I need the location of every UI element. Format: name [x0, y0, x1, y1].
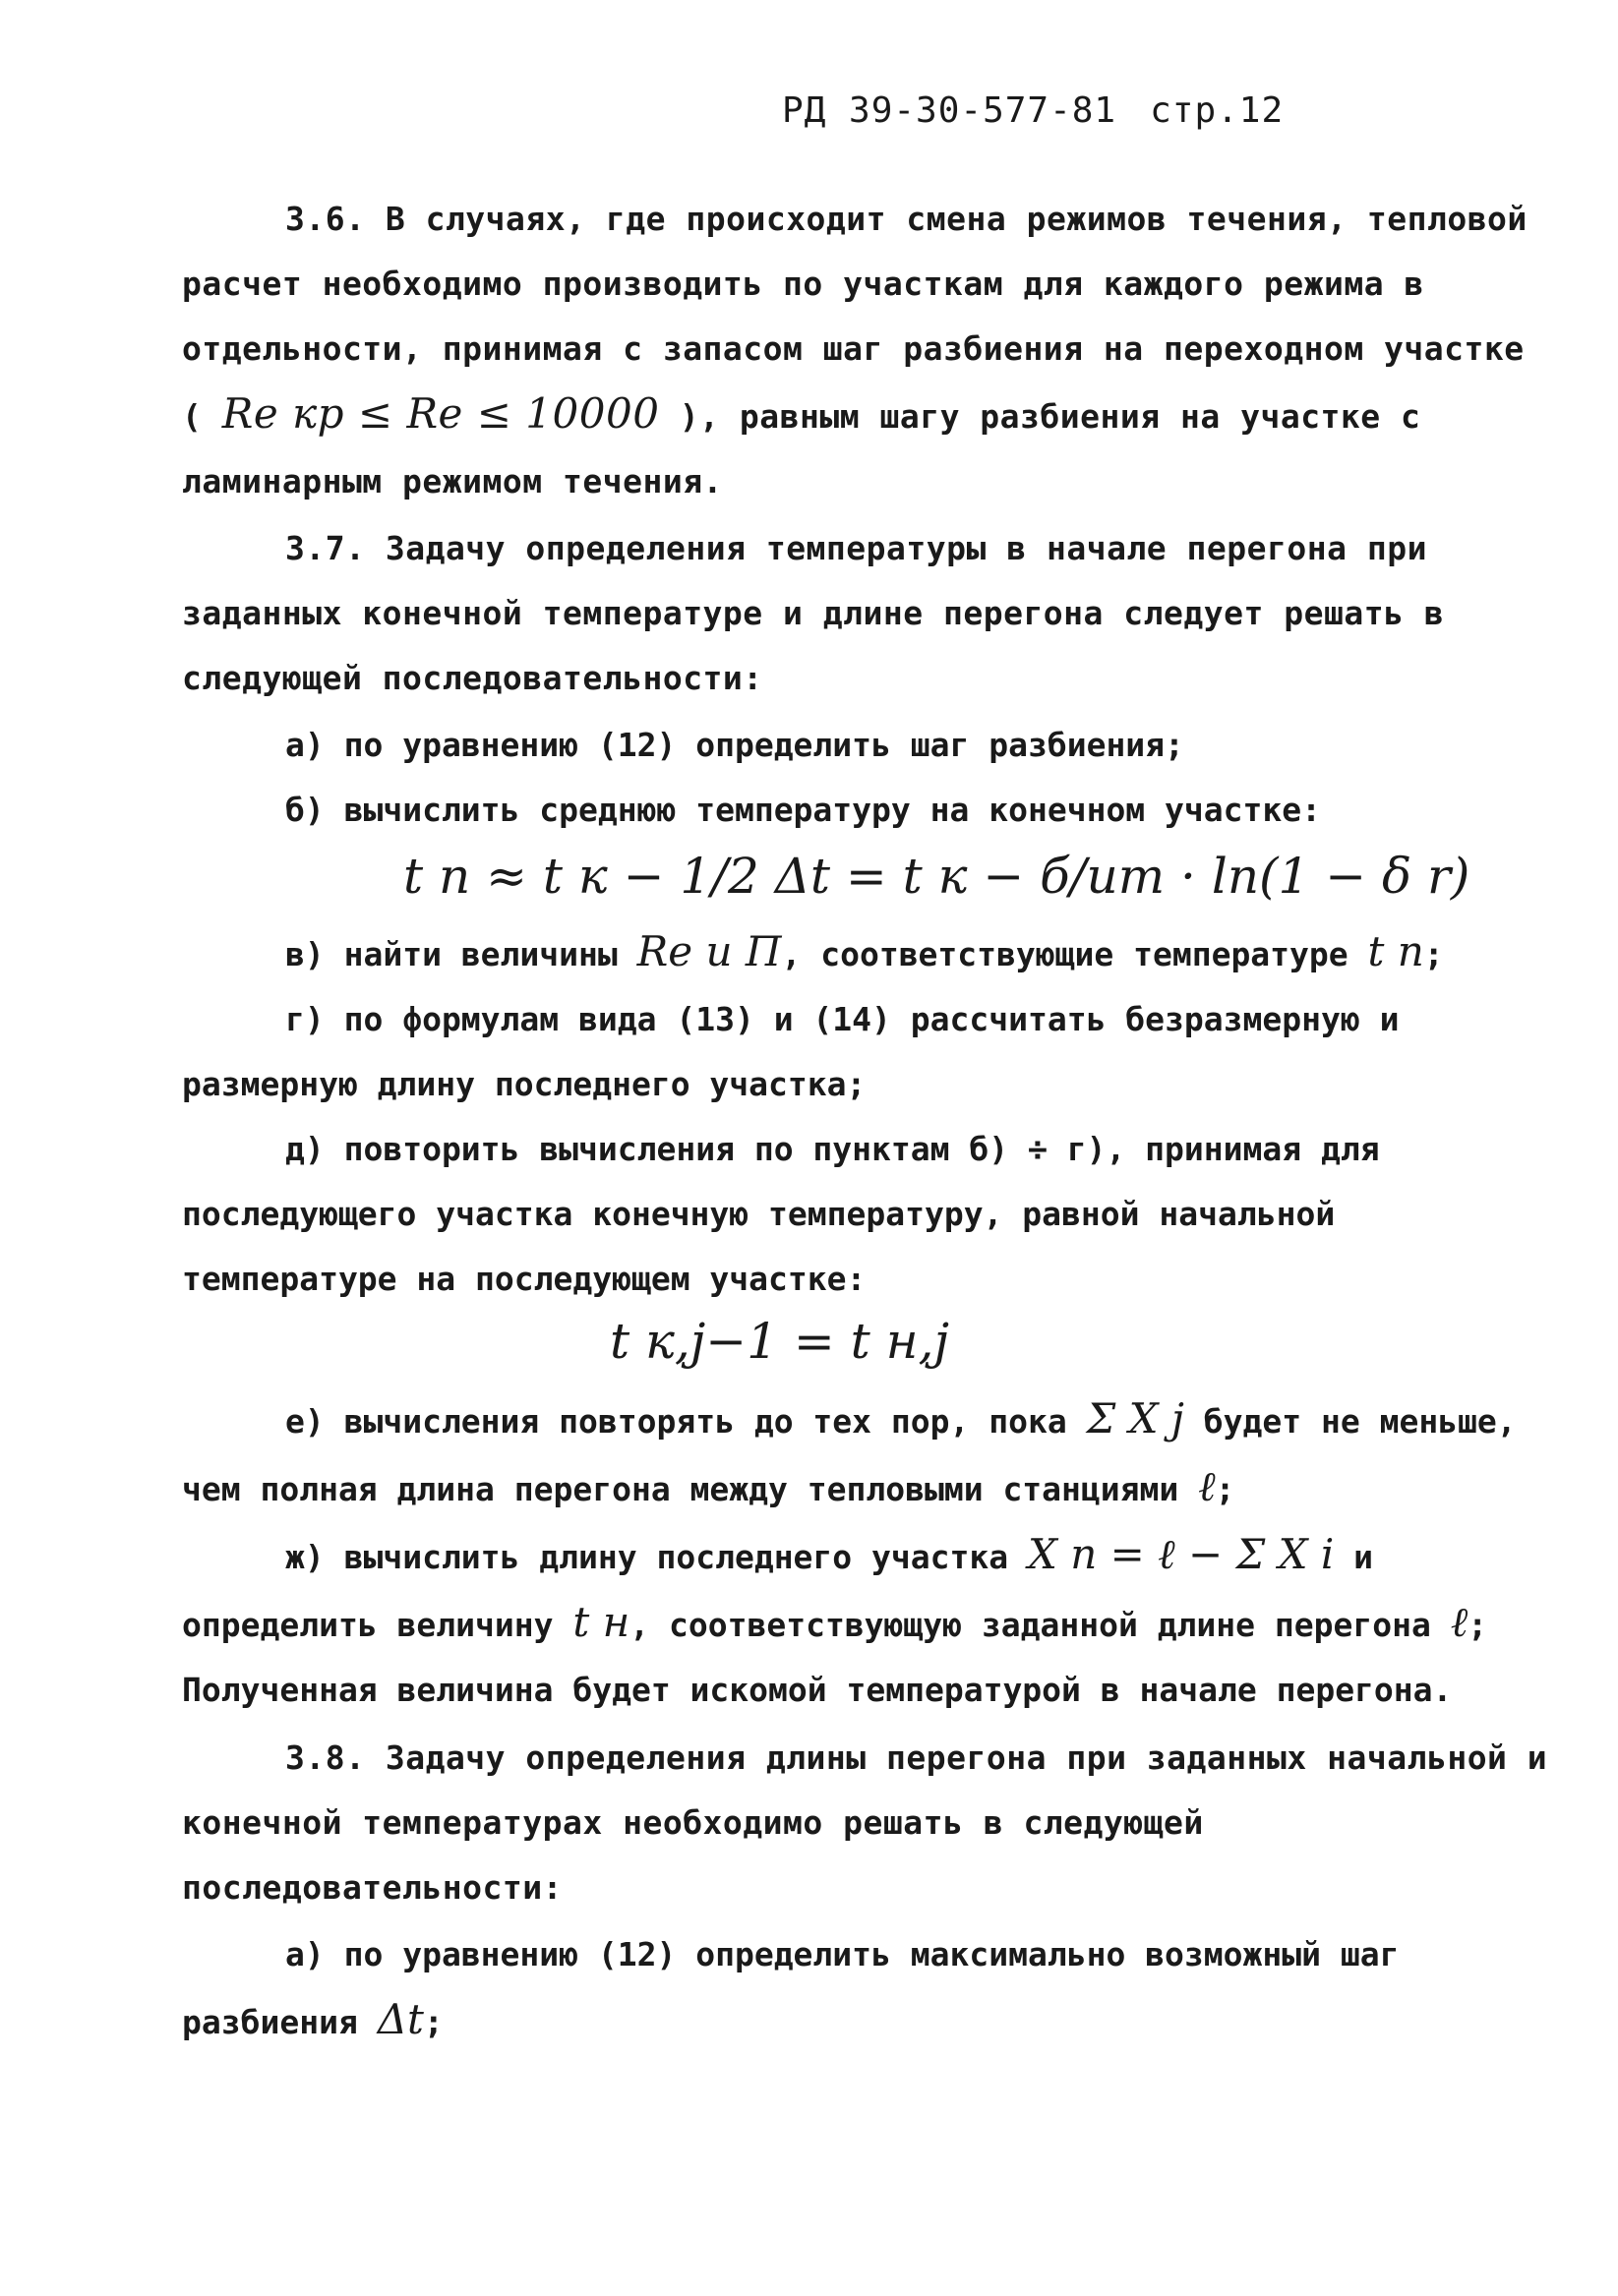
formula-boundary-temperature: t к,j−1 = t н,j [610, 1313, 949, 1370]
formula-mean-temperature: t n ≈ t к − 1/2 Δt = t к − б/ит · ln(1 − δ r) [403, 848, 1470, 905]
step-e-mid: будет не меньше, чем полная длина перегона между тепловыми станциями [182, 1402, 1517, 1508]
step-3-8-a-end: ; [423, 2003, 444, 2041]
step-v-temperature: t n [1367, 927, 1424, 975]
steps-3-7-cont [182, 919, 1559, 1312]
step-zh-mid2: , соответствующую заданной длине перегона [629, 1606, 1451, 1644]
step-e [182, 1386, 1559, 1522]
step-3-8-a [182, 1922, 1559, 2055]
step-zh-temperature: t н [572, 1598, 630, 1646]
step-zh-formula: X n = ℓ − Σ X i [1027, 1530, 1335, 1578]
step-zh [182, 1522, 1559, 1723]
page-number: стр.12 [1150, 90, 1285, 131]
step-v [182, 919, 1559, 987]
step-v-end: ; [1423, 935, 1444, 973]
p36-text-start: 3.6. В случаях, где происходит смена режимов течения, тепловой расчет необходимо производить по участкам для каждого режима в отдельности, принимая с запасом шаг разбиения на переходном участке ( [182, 200, 1548, 436]
paragraph-3-8-intro: 3.8. Задачу определения длины перегона при заданных начальной и конечной температурах необходимо решать в следующей последовательности: [182, 1738, 1568, 1907]
step-e-start: е) вычисления повторять до тех пор, пока [285, 1402, 1087, 1441]
paragraph-3-7-intro: 3.7. Задачу определения температуры в начале перегона при заданных конечной температуре и длине перегона следует решать в следующей последовательности: [182, 529, 1465, 697]
step-zh-end: ; Полученная величина будет искомой температурой в начале перегона. [182, 1606, 1488, 1709]
step-e-sum: Σ X j [1086, 1394, 1184, 1442]
step-g: г) по формулам вида (13) и (14) рассчитать безразмерную и размерную длину последнего участка; [182, 1000, 1400, 1103]
page-header [782, 90, 1284, 131]
step-e-end: ; [1215, 1470, 1235, 1508]
step-e-length: ℓ [1198, 1462, 1216, 1510]
reynolds-range-formula: Re кр ≤ Re ≤ 10000 [221, 389, 660, 438]
step-v-quantities: Re и П [636, 927, 782, 975]
step-zh-start: ж) вычислить длину последнего участка [285, 1538, 1028, 1576]
step-a: а) по уравнению (12) определить шаг разбиения; [285, 726, 1184, 764]
paragraph-3-6 [182, 187, 1559, 514]
step-3-8-a-step: Δt [377, 1995, 424, 2043]
step-v-mid: , соответствующие температуре [781, 935, 1368, 973]
p36-text-end: ), равным шагу разбиения на участке с ламинарным режимом течения. [182, 397, 1441, 500]
steps-3-8 [182, 1922, 1559, 2055]
step-v-start: в) найти величины [285, 935, 637, 973]
step-b: б) вычислить среднюю температуру на конечном участке: [285, 791, 1321, 829]
document-code: РД 39-30-577-81 [782, 90, 1117, 131]
step-d: д) повторить вычисления по пунктам б) ÷ г), принимая для последующего участка конечную температуру, равной начальной температуре на последующем участке: [182, 1130, 1380, 1298]
step-3-8-a-start: а) по уравнению (12) определить максимально возможный шаг разбиения [182, 1935, 1400, 2041]
step-zh-mid: и определить величину [182, 1538, 1374, 1644]
step-zh-length: ℓ [1450, 1598, 1468, 1646]
steps-3-7 [182, 713, 1559, 843]
steps-3-7-end [182, 1386, 1559, 1723]
